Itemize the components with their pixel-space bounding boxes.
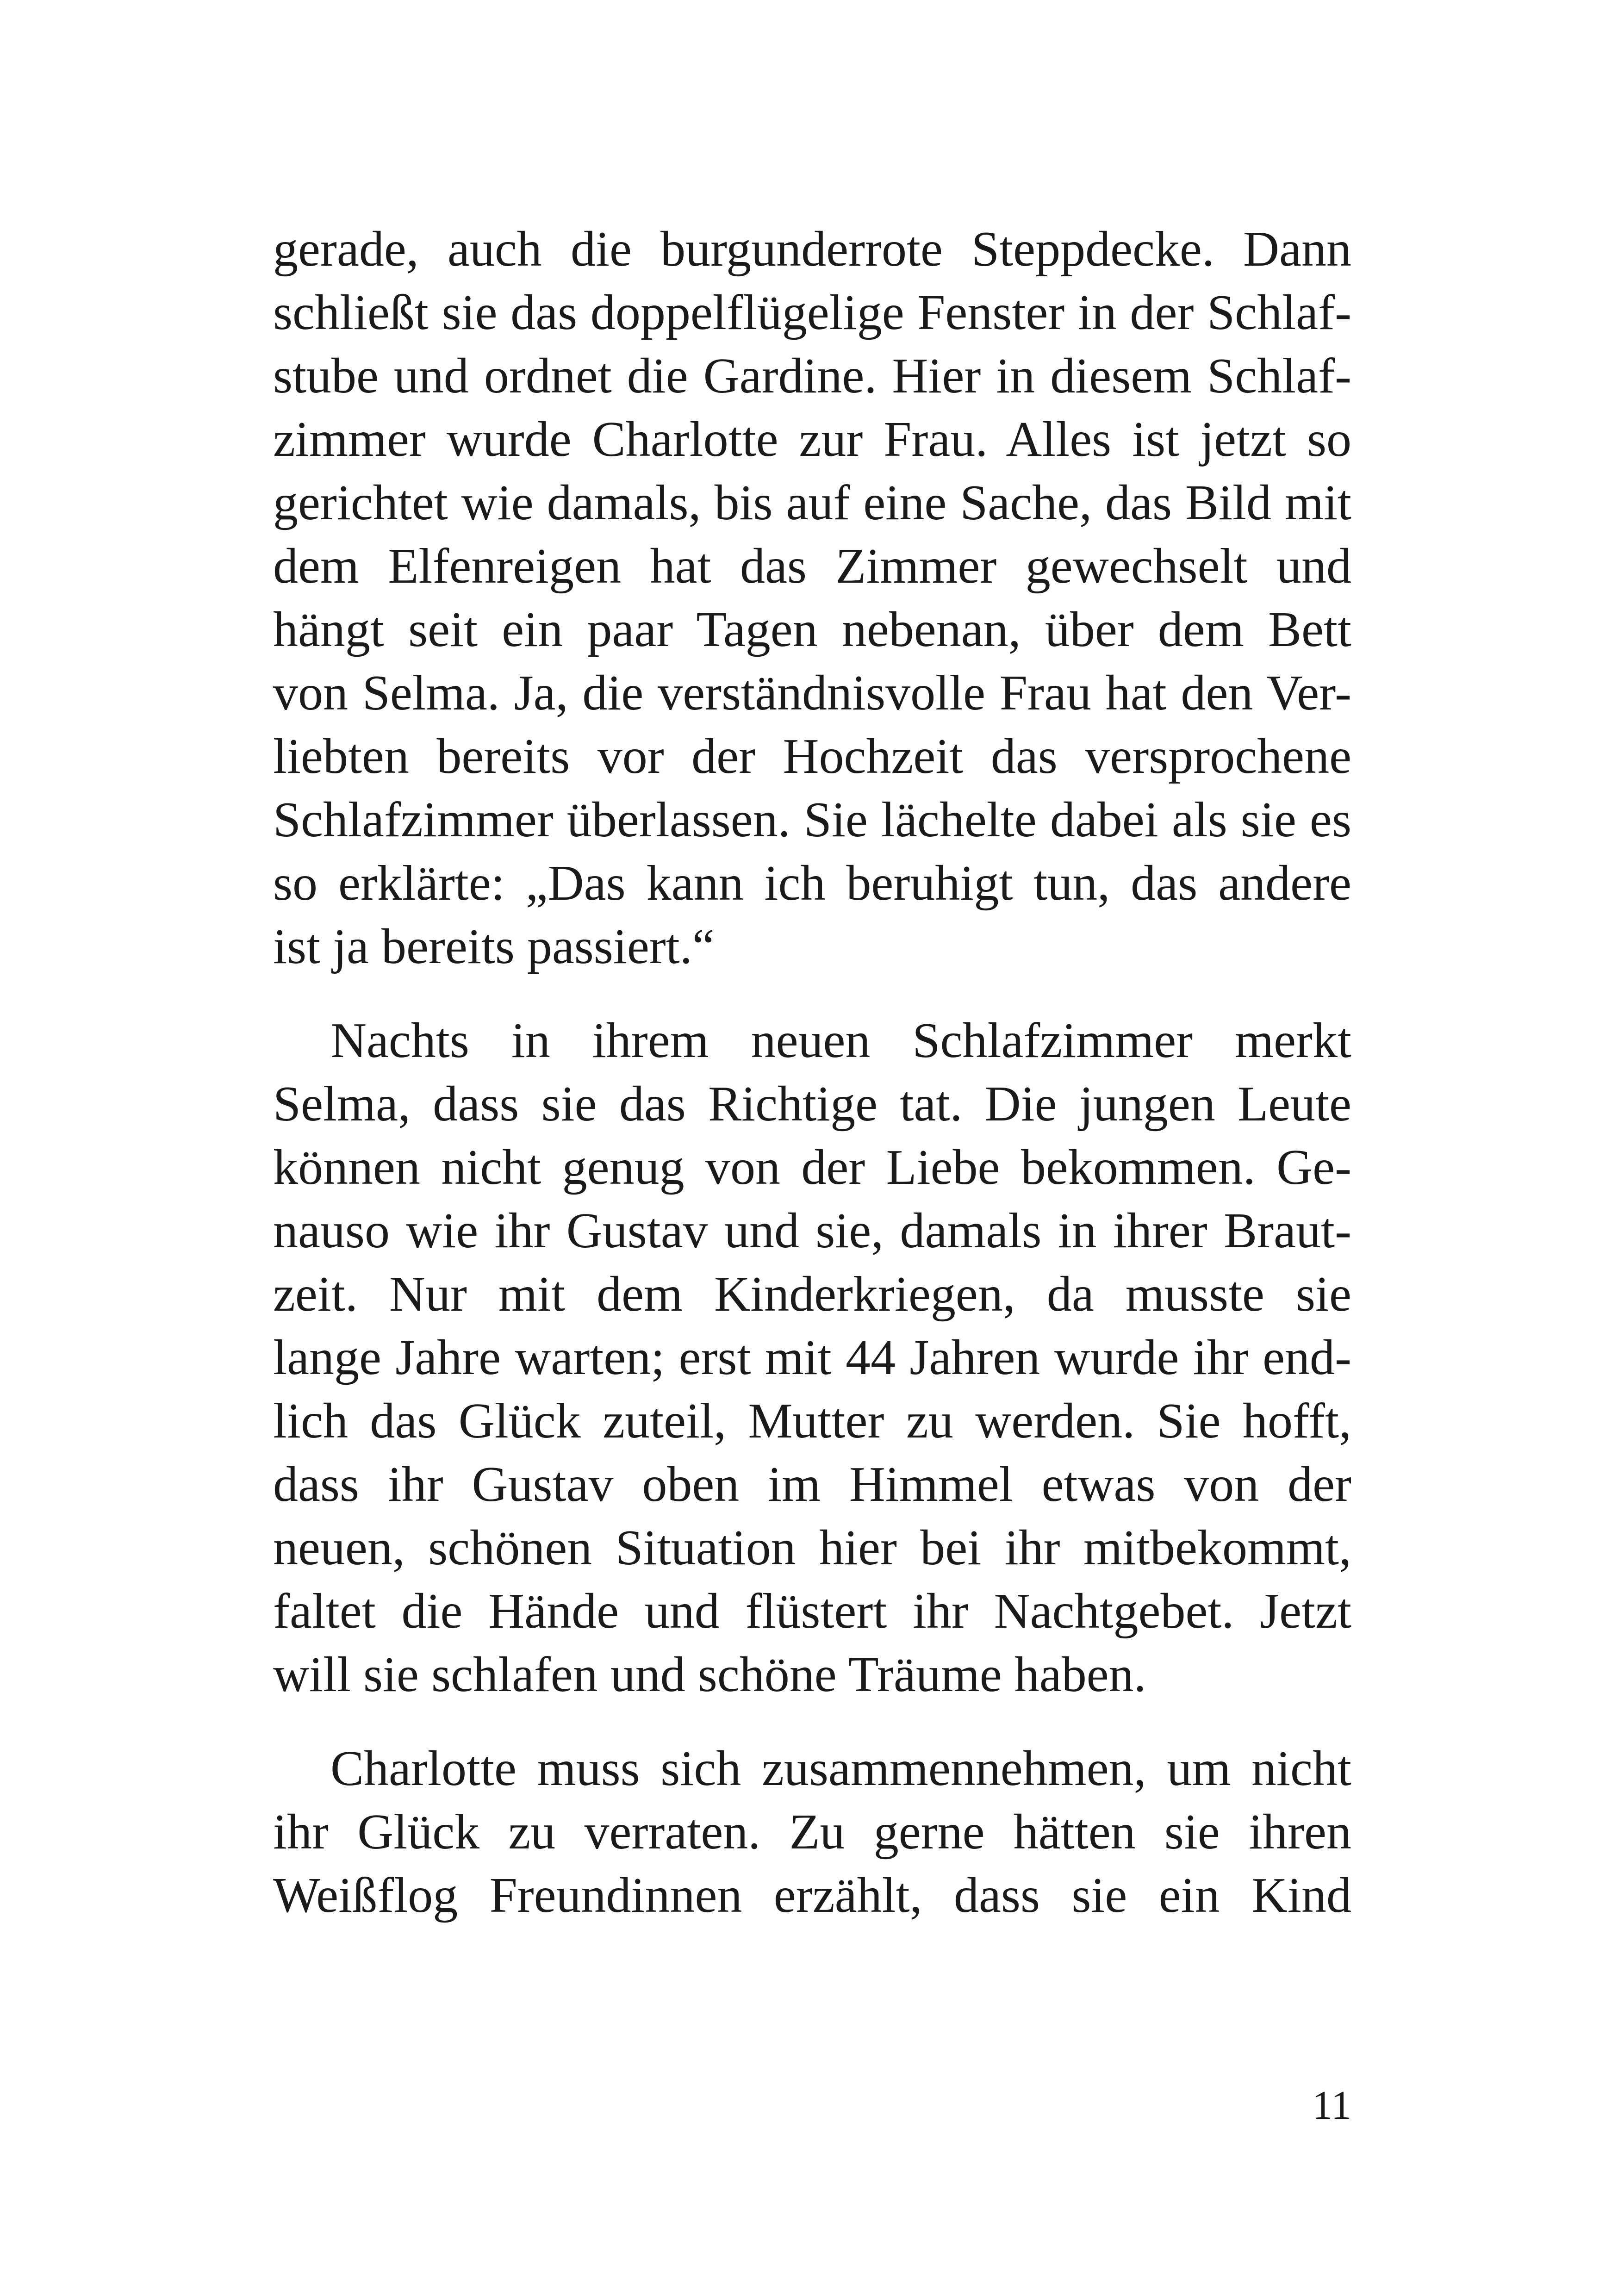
text-line: dem Elfenreigen hat das Zimmer gewechselt und	[273, 539, 1351, 594]
text-line: ihr Glück zu verraten. Zu gerne hätten sie ihren	[273, 1804, 1351, 1860]
text-line: gerichtet wie damals, bis auf eine Sache, das Bild mit	[273, 475, 1351, 530]
text-line: Charlotte muss sich zusammennehmen, um nicht	[330, 1741, 1351, 1796]
paragraph-3	[273, 1737, 1351, 1927]
text-line: schließt sie das doppelflügelige Fenster in der Schlaf-	[273, 285, 1351, 340]
paragraph-2	[273, 1009, 1351, 1706]
text-line: lich das Glück zuteil, Mutter zu werden. Sie hofft,	[273, 1394, 1351, 1449]
text-line: können nicht genug von der Liebe bekommen. Ge-	[273, 1140, 1351, 1195]
text-line: Schlafzimmer überlassen. Sie lächelte dabei als sie es	[273, 792, 1351, 847]
text-line: faltet die Hände und flüstert ihr Nachtgebet. Jetzt	[273, 1584, 1351, 1639]
text-line: will sie schlafen und schöne Träume haben.	[273, 1647, 1146, 1702]
page-number: 11	[1312, 2083, 1351, 2128]
text-line: liebten bereits vor der Hochzeit das versprochene	[273, 729, 1351, 784]
text-line: Nachts in ihrem neuen Schlafzimmer merkt	[330, 1013, 1351, 1068]
text-line: ist ja bereits passiert.“	[273, 919, 715, 974]
text-line: von Selma. Ja, die verständnisvolle Frau hat den Ver-	[273, 666, 1351, 721]
text-line: Weißflog Freundinnen erzählt, dass sie ein Kind	[273, 1868, 1351, 1923]
text-line: gerade, auch die burgunderrote Steppdecke. Dann	[273, 222, 1351, 277]
body-text	[273, 218, 1351, 1927]
text-line: neuen, schönen Situation hier bei ihr mitbekommt,	[273, 1520, 1351, 1575]
text-line: hängt seit ein paar Tagen nebenan, über dem Bett	[273, 602, 1351, 657]
text-line: so erklärte: „Das kann ich beruhigt tun, das andere	[273, 856, 1351, 911]
text-line: zimmer wurde Charlotte zur Frau. Alles ist jetzt so	[273, 412, 1351, 467]
text-line: zeit. Nur mit dem Kinderkriegen, da musste sie	[273, 1267, 1351, 1322]
text-line: lange Jahre warten; erst mit 44 Jahren wurde ihr end-	[273, 1330, 1351, 1385]
paragraph-1	[273, 218, 1351, 978]
text-line: nauso wie ihr Gustav und sie, damals in ihrer Braut-	[273, 1203, 1351, 1258]
text-line: stube und ordnet die Gardine. Hier in diesem Schlaf-	[273, 348, 1351, 404]
text-line: Selma, dass sie das Richtige tat. Die jungen Leute	[273, 1076, 1351, 1132]
text-line: dass ihr Gustav oben im Himmel etwas von der	[273, 1457, 1351, 1512]
